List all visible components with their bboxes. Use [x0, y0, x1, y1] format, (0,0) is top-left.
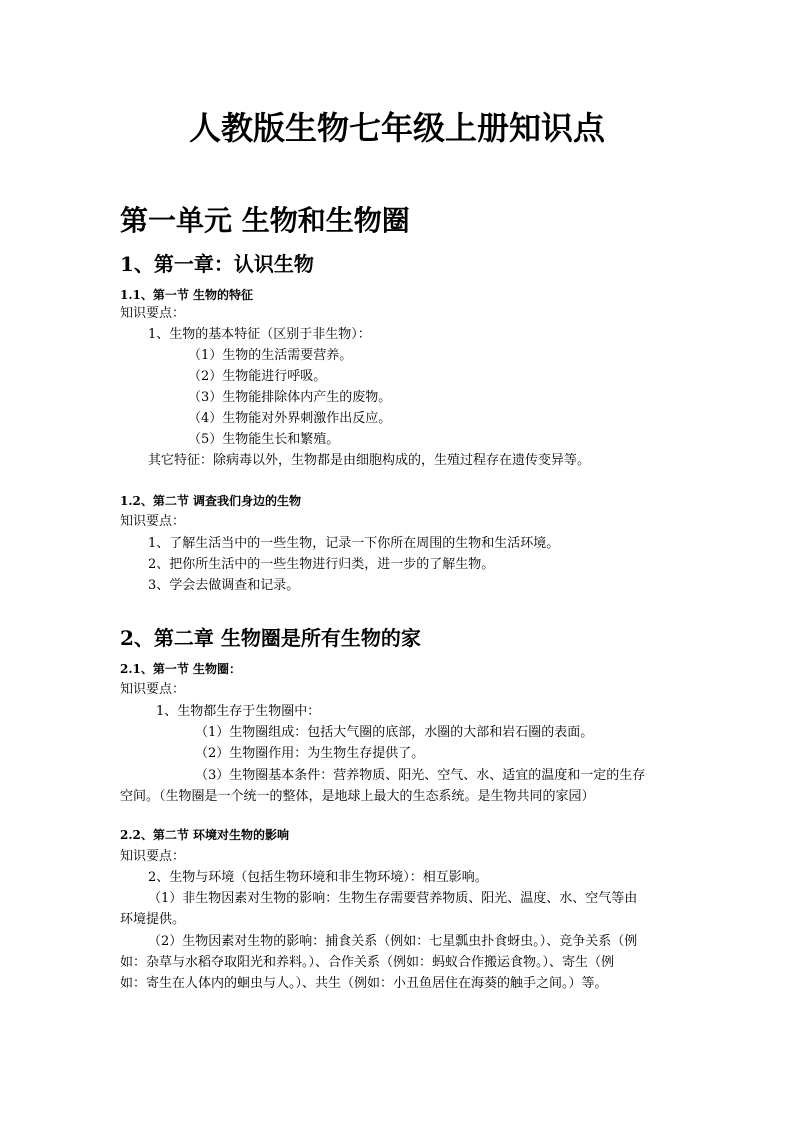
section-1-2-title: 1.2、第二节 调查我们身边的生物	[120, 494, 302, 508]
knowledge-points-label: 知识要点：	[120, 849, 186, 864]
biosphere-function: （2）生物圈作用：为生物生存提供了。	[195, 746, 425, 761]
other-features-text: 其它特征：除病毒以外，生物都是由细胞构成的，生殖过程存在遗传变异等。	[148, 453, 591, 468]
section-2-1-title: 2.1、第一节 生物圈：	[120, 662, 242, 676]
knowledge-points-label: 知识要点：	[120, 306, 186, 321]
abiotic-factors-text: （1）非生物因素对生物的影响：生物生存需要营养物质、阳光、温度、水、空气等由	[148, 891, 638, 906]
survey-item: 1、了解生活当中的一些生物，记录一下你所在周围的生物和生活环境。	[148, 536, 560, 551]
abiotic-factors-cont: 环境提供。	[120, 912, 186, 927]
survey-item: 3、学会去做调查和记录。	[148, 578, 300, 593]
unit-title: 第一单元 生物和生物圈	[120, 204, 410, 237]
biosphere-heading: 1、生物都生存于生物圈中：	[156, 704, 321, 719]
section-1-1-title: 1.1、第一节 生物的特征	[120, 288, 254, 302]
biosphere-composition: （1）生物圈组成：包括大气圈的底部，水圈的大部和岩石圈的表面。	[195, 725, 594, 740]
biotic-factors-text: （2）生物因素对生物的影响：捕食关系（例如：七星瓢虫扑食蚜虫。）、竞争关系（例	[148, 934, 638, 949]
feature-item: （5）生物能生长和繁殖。	[188, 432, 340, 447]
feature-item: （1）生物的生活需要营养。	[188, 348, 353, 363]
biosphere-conditions: （3）生物圈基本条件：营养物质、阳光、空气、水、适宜的温度和一定的生存	[195, 768, 646, 783]
survey-item: 2、把你所生活中的一些生物进行归类，进一步的了解生物。	[148, 557, 495, 572]
knowledge-points-label: 知识要点：	[120, 514, 186, 529]
biosphere-conditions-cont: 空间。（生物圈是一个统一的整体，是地球上最大的生态系统。是生物共同的家园）	[120, 789, 595, 804]
document-title: 人教版生物七年级上册知识点	[188, 109, 605, 147]
chapter-1-title: 1、第一章：认识生物	[120, 252, 314, 276]
feature-item: （3）生物能排除体内产生的废物。	[188, 390, 392, 405]
chapter-2-title: 2、第二章 生物圈是所有生物的家	[120, 626, 421, 650]
biotic-factors-cont: 如：寄生在人体内的蛔虫与人。）、共生（例如：小丑鱼居住在海葵的触手之间。）等。	[120, 976, 608, 991]
feature-item: （2）生物能进行呼吸。	[188, 369, 327, 384]
basic-features-heading: 1、生物的基本特征（区别于非生物）：	[148, 327, 371, 342]
biotic-factors-cont: 如：杂草与水稻夺取阳光和养料。）、合作关系（例如：蚂蚁合作搬运食物。）、寄生（例	[120, 955, 615, 970]
organism-environment-text: 2、生物与环境（包括生物环境和非生物环境）：相互影响。	[148, 870, 488, 885]
section-2-2-title: 2.2、第二节 环境对生物的影响	[120, 828, 290, 842]
feature-item: （4）生物能对外界刺激作出反应。	[188, 411, 392, 426]
knowledge-points-label: 知识要点：	[120, 682, 186, 697]
